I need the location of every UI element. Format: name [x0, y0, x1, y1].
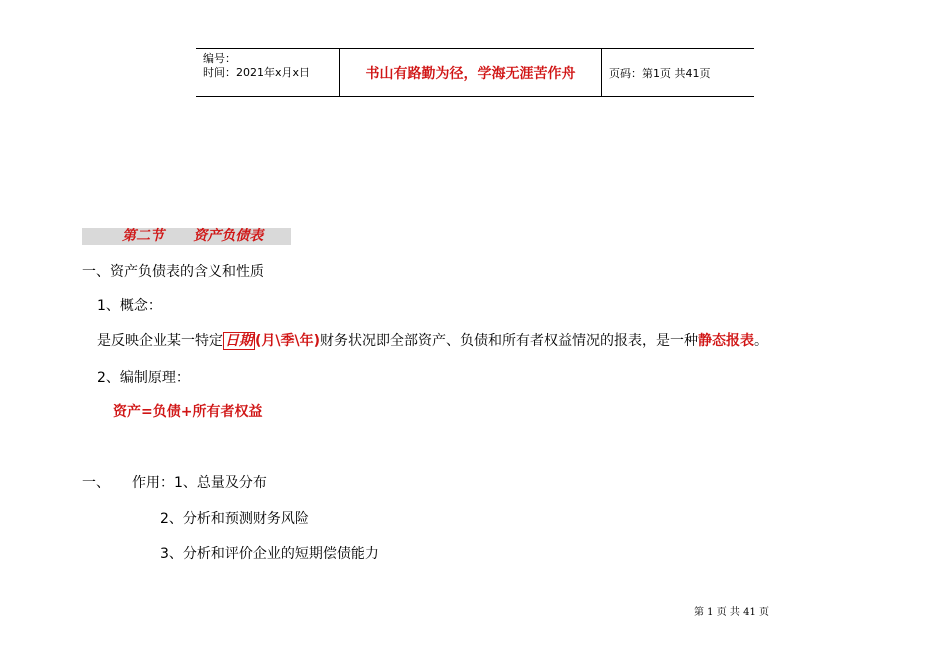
header-motto: 书山有路勤为径，学海无涯苦作舟	[339, 49, 602, 96]
header-page-code: 页码：第1页 共41页	[609, 66, 711, 80]
concept-paragraph	[97, 332, 768, 350]
role-number: 一、	[82, 475, 110, 491]
header-table	[196, 48, 754, 97]
role-item-1: 作用：1、总量及分布	[132, 475, 267, 491]
header-left-cell	[196, 49, 339, 96]
section-title: 第二节 资产负债表	[122, 228, 264, 244]
page-footer: 第 1 页 共 41 页	[694, 607, 769, 618]
role-item-3: 3、分析和评价企业的短期偿债能力	[160, 546, 379, 562]
role-item-2: 2、分析和预测财务风险	[160, 511, 309, 527]
concept-period: (月\季\年)	[255, 333, 321, 349]
principle-label: 2、编制原理：	[97, 370, 190, 386]
concept-middle: 财务状况即全部资产、负债和所有者权益情况的报表，是一种	[320, 333, 699, 349]
concept-prefix: 是反映企业某一特定	[97, 333, 223, 349]
heading-meaning: 一、资产负债表的含义和性质	[82, 264, 264, 280]
accounting-equation: 资产=负债+所有者权益	[113, 404, 263, 420]
concept-static: 静态报表	[698, 333, 755, 349]
concept-date: 日期	[225, 333, 253, 349]
number-label: 编号：	[203, 52, 236, 65]
role-heading	[82, 474, 267, 492]
concept-label: 1、概念：	[97, 298, 162, 314]
concept-end: 。	[754, 333, 769, 349]
time-label: 时间：2021年x月x日	[203, 66, 311, 79]
